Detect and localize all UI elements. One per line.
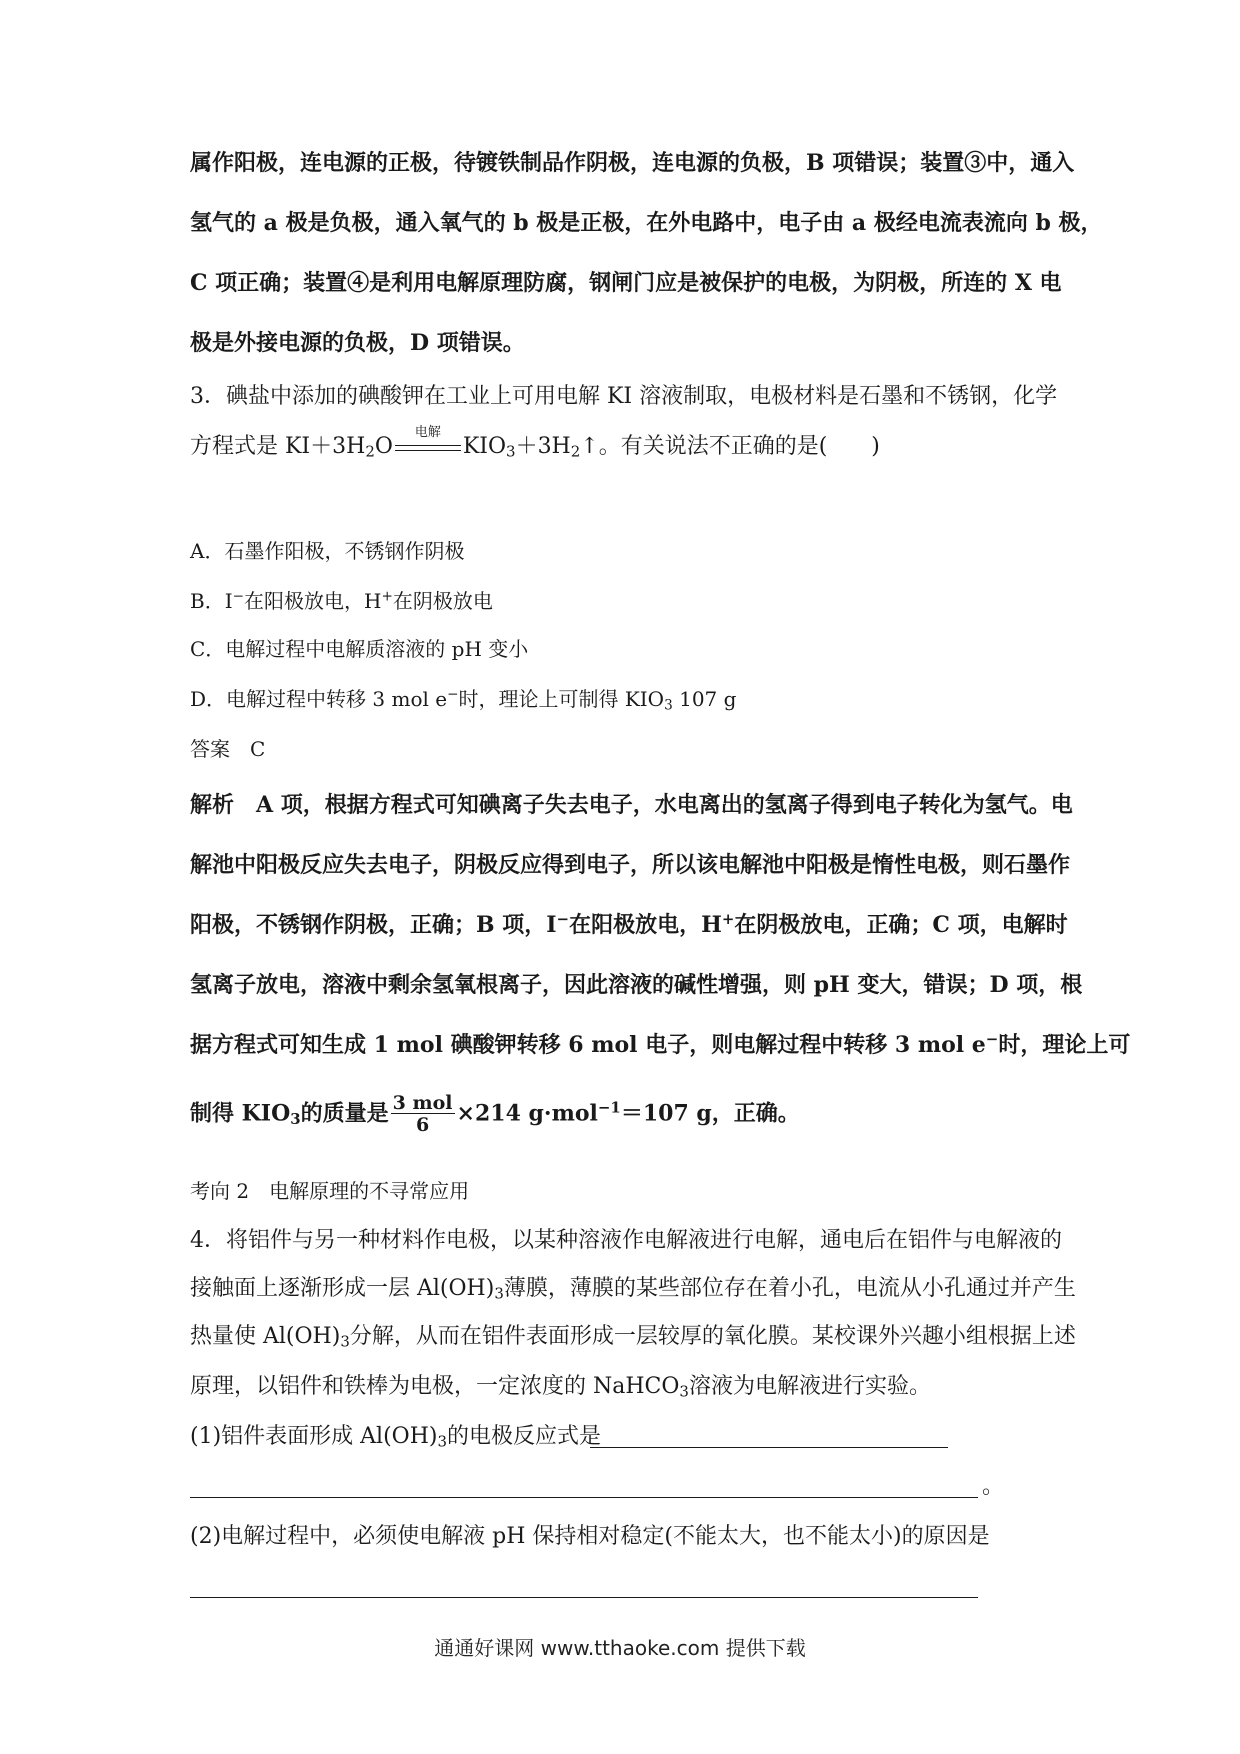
- q4-part-1: (1)铝件表面形成 $Al(OH)_3$的电极反应式是: [190, 1424, 601, 1451]
- prev-analysis-line-3: C 项正确；装置④是利用电解原理防腐，钢闸门应是被保护的电极，为阴极，所连的 X 电: [190, 270, 1062, 296]
- q3-analysis-line-4: 氢离子放电，溶液中剩余氢氧根离子，因此溶液的碱性增强，则 pH 变大，错误；D 项，根: [190, 972, 1083, 998]
- q3-analysis-line-6: 制得 $KIO_3$的质量是 $\frac{\text{3 mol}}{6}$ ×214 g·mol$^{-1}$＝107 g，正确。: [190, 1092, 800, 1136]
- q3-equation-line: 方程式是 $KI+3H_2O$ 电解 $KIO_3+3H_2↑$。有关说法不正确的是( ): [190, 425, 880, 461]
- q3-option-b: B．I−在阳极放电，H+在阴极放电: [190, 588, 493, 613]
- q4-line-4: 原理，以铝件和铁棒为电极，一定浓度的 NaHCO$_3$溶液为电解液进行实验。: [190, 1374, 931, 1401]
- q3-analysis-line-1: 解析 A 项，根据方程式可知碘离子失去电子，水电离出的氢离子得到电子转化为氢气。电: [190, 792, 1073, 818]
- q3-option-c: C．电解过程中电解质溶液的 pH 变小: [190, 637, 529, 661]
- electrolysis-equals-sign: 电解: [393, 432, 463, 462]
- q3-option-a: A．石墨作阳极，不锈钢作阴极: [190, 539, 465, 563]
- q4-line-2: 接触面上逐渐形成一层 $Al(OH)_3$薄膜，薄膜的某些部位存在着小孔，电流从小孔通过并产生: [190, 1276, 1076, 1303]
- q3-analysis-line-3: 阳极，不锈钢作阴极，正确；B 项，I−在阳极放电，H+在阴极放电，正确；C 项，电解时: [190, 909, 1068, 938]
- q4-part-1-blank-1[interactable]: [590, 1447, 948, 1448]
- q3-analysis-line-5: 据方程式可知生成 1 mol 碘酸钾转移 6 mol 电子，则电解过程中转移 3 mol e−时，理论上可: [190, 1029, 1131, 1058]
- q3-analysis-line-2: 解池中阳极反应失去电子，阴极反应得到电子，所以该电解池中阳极是惰性电极，则石墨作: [190, 852, 1071, 878]
- section-title: 考向 2 电解原理的不寻常应用: [190, 1179, 470, 1203]
- q4-part-1-period: 。: [982, 1474, 1005, 1499]
- q3-answer: 答案 C: [190, 737, 266, 761]
- prev-analysis-line-4: 极是外接电源的负极，D 项错误。: [190, 330, 525, 356]
- q4-part-1-blank-2[interactable]: [190, 1497, 978, 1498]
- fraction-3mol-over-6: $\frac{\text{3 mol}}{6}$: [392, 1092, 453, 1136]
- q4-part-2: (2)电解过程中，必须使电解液 pH 保持相对稳定(不能太大，也不能太小)的原因是: [190, 1524, 990, 1549]
- q4-line-1: 4．将铝件与另一种材料作电极，以某种溶液作电解液进行电解，通电后在铝件与电解液的: [190, 1228, 1063, 1253]
- q4-line-3: 热量使 $Al(OH)_3$分解，从而在铝件表面形成一层较厚的氧化膜。某校课外兴趣小组根据上述: [190, 1324, 1076, 1351]
- footer-download-note: 通通好课网 www.tthaoke.com 提供下载: [434, 1636, 806, 1660]
- prev-analysis-line-2: 氢气的 a 极是负极，通入氧气的 b 极是正极，在外电路中，电子由 a 极经电流表流向 b 极，: [190, 210, 1103, 236]
- prev-analysis-line-1: 属作阳极，连电源的正极，待镀铁制品作阴极，连电源的负极，B 项错误；装置③中，通入: [190, 150, 1075, 176]
- q3-option-d: D．电解过程中转移 3 mol e−时，理论上可制得 $KIO_3$ 107 g: [190, 686, 737, 714]
- q3-stem-line-1: 3．碘盐中添加的碘酸钾在工业上可用电解 KI 溶液制取，电极材料是石墨和不锈钢，化学: [190, 384, 1058, 409]
- q4-part-2-blank[interactable]: [190, 1597, 978, 1598]
